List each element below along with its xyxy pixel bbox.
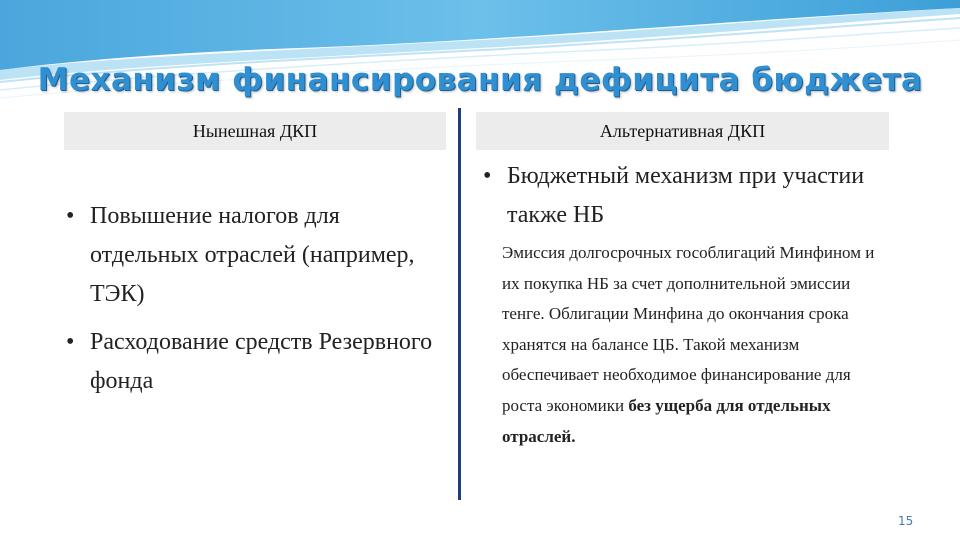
alternative-policy-note — [502, 238, 882, 452]
bullet-icon: • — [66, 329, 75, 355]
list-item — [66, 197, 446, 314]
list-item-text: Бюджетный механизм при участии также НБ — [507, 163, 865, 228]
list-item — [66, 323, 446, 401]
slide-title: Механизм финансирования дефицита бюджета — [37, 62, 923, 98]
column-divider — [458, 108, 461, 500]
current-policy-header: Нынешная ДКП — [64, 112, 446, 150]
alternative-policy-header: Альтернативная ДКП — [476, 112, 889, 150]
list-item-text: Повышение налогов для отдельных отраслей (например, ТЭК) — [90, 203, 415, 307]
current-policy-list — [66, 197, 446, 401]
note-text: Эмиссия долгосрочных гособлигаций Минфином и их покупка НБ за счет дополнительной эмиссии тенге. Облигации Минфина до окончания срока хранятся на балансе ЦБ. Такой механизм обеспечивает необходимое финансирование для роста экономики — [502, 243, 875, 415]
list-item-text: Расходование средств Резервного фонда — [90, 329, 433, 394]
alternative-policy-list — [483, 157, 883, 235]
bullet-icon: • — [483, 163, 492, 189]
note-bold-text: без ущерба для отдельных отраслей. — [502, 395, 831, 446]
page-number: 15 — [898, 514, 914, 528]
list-item — [483, 157, 883, 235]
bullet-icon: • — [66, 203, 75, 229]
